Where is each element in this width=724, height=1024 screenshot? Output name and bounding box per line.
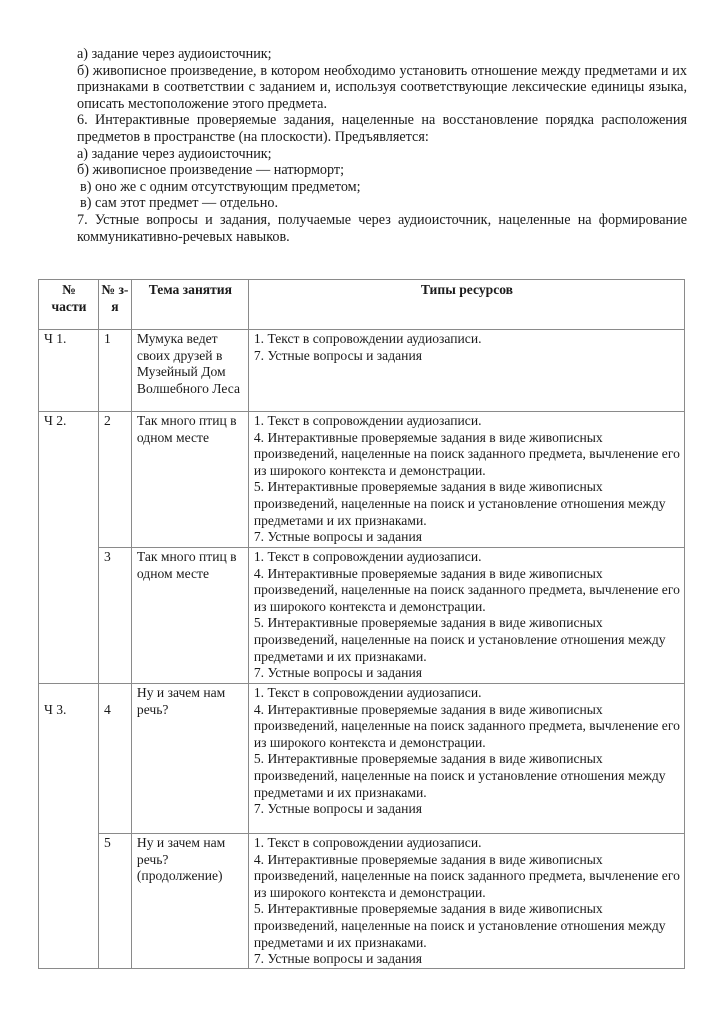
resource-item: 7. Устные вопросы и задания [253,665,422,681]
table-row [39,330,685,412]
table-row [39,834,685,969]
resource-item: 1. Текст в сопровождении аудиозаписи. [253,413,482,428]
resource-item: 7. Устные вопросы и задания [253,529,422,545]
part-label: Ч 3. [44,702,67,717]
table-row [39,548,685,684]
header-part: № части [39,280,99,330]
resources-table [38,279,685,969]
intro-paragraph: а) задание через аудиоисточник; [77,46,272,62]
resource-item: 1. Текст в сопровождении аудиозаписи. [253,331,482,346]
resource-item: 4. Интерактивные проверяемые задания в виде живописных произведений, нацеленные на поиск заданного предмета, вычленение его из широкого контекста и демонстрации. [253,851,680,900]
cell-resources [248,834,684,969]
resource-item: 1. Текст в сопровождении аудиозаписи. [253,549,482,564]
cell-lesson: 2 [98,412,131,548]
cell-topic: Ну и зачем нам речь? [131,684,248,834]
cell-lesson: 5 [98,834,131,969]
resource-item: 5. Интерактивные проверяемые задания в виде живописных произведений, нацеленные на поиск и установление отношения между предметами и их признаками. [253,751,666,800]
resource-item: 1. Текст в сопровождении аудиозаписи. [253,835,482,850]
cell-topic: Так много птиц в одном месте [131,412,248,548]
cell-resources [248,684,684,834]
intro-paragraph: б) живописное произведение — натюрморт; [77,162,345,179]
table-row [39,684,685,834]
resource-item: 5. Интерактивные проверяемые задания в виде живописных произведений, нацеленные на поиск и установление отношения между предметами и их признаками. [253,479,666,528]
cell-resources [248,330,684,412]
cell-part: Ч 2. [39,412,99,684]
resource-item: 7. Устные вопросы и задания [253,951,422,967]
resource-item: 4. Интерактивные проверяемые задания в виде живописных произведений, нацеленные на поиск заданного предмета, вычленение его из широкого контекста и демонстрации. [253,701,680,750]
header-lesson: № з-я [98,280,131,330]
header-resources: Типы ресурсов [248,280,684,330]
resource-item: 7. Устные вопросы и задания [253,347,422,363]
cell-part [39,684,99,969]
intro-text [77,46,687,245]
cell-lesson: 3 [98,548,131,684]
resource-item: 1. Текст в сопровождении аудиозаписи. [253,685,482,700]
resource-item: 4. Интерактивные проверяемые задания в виде живописных произведений, нацеленные на поиск заданного предмета, вычленение его из широкого контекста и демонстрации. [253,429,680,478]
cell-topic: Ну и зачем нам речь? (продолжение) [131,834,248,969]
table-header-row [39,280,685,330]
intro-paragraph: 7. Устные вопросы и задания, получаемые через аудиоисточник, нацеленные на формирование коммуникативно-речевых навыков. [77,211,687,245]
resource-item: 5. Интерактивные проверяемые задания в виде живописных произведений, нацеленные на поиск и установление отношения между предметами и их признаками. [253,901,666,950]
intro-paragraph: в) оно же с одним отсутствующим предметом; [80,178,361,195]
cell-resources [248,548,684,684]
cell-part: Ч 1. [39,330,99,412]
table-row [39,412,685,548]
cell-lesson [98,684,131,834]
header-topic: Тема занятия [131,280,248,330]
intro-paragraph: б) живописное произведение, в котором необходимо установить отношение между предметами и их признаками в соответствии с заданием и, используя соответствующие лексические единицы языка, описать местоположение этого предмета. [77,62,687,112]
intro-paragraph: в) сам этот предмет — отдельно. [80,195,279,212]
cell-resources [248,412,684,548]
resource-item: 4. Интерактивные проверяемые задания в виде живописных произведений, нацеленные на поиск заданного предмета, вычленение его из широкого контекста и демонстрации. [253,565,680,614]
cell-topic: Мумука ведет своих друзей в Музейный Дом Волшебного Леса [131,330,248,412]
resource-item: 7. Устные вопросы и задания [253,801,422,817]
cell-topic: Так много птиц в одном месте [131,548,248,684]
resource-item: 5. Интерактивные проверяемые задания в виде живописных произведений, нацеленные на поиск и установление отношения между предметами и их признаками. [253,615,666,664]
intro-paragraph: а) задание через аудиоисточник; [77,145,272,162]
intro-paragraph: 6. Интерактивные проверяемые задания, нацеленные на восстановление порядка расположения предметов в пространстве (на плоскости). Предъявляется: [77,112,687,145]
cell-lesson: 1 [98,330,131,412]
lesson-number: 4 [103,702,111,717]
